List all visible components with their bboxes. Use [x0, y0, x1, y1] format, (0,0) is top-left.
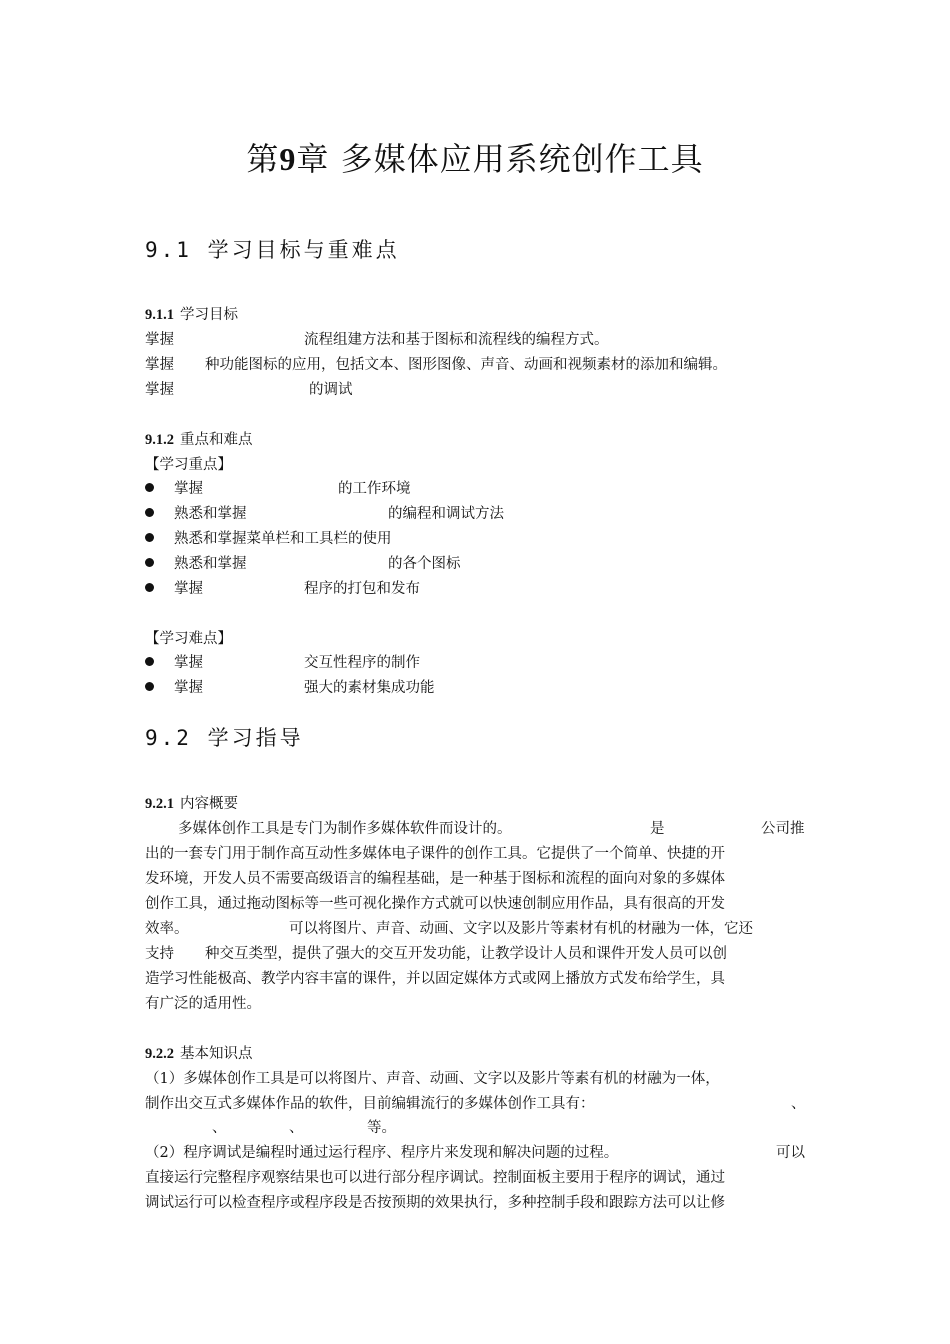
subsection-number: 9.1.1 — [145, 307, 174, 323]
key-item-3 — [145, 527, 392, 548]
key-item-5-text: 程序的打包和发布 — [304, 581, 420, 597]
p922-line-2a: 制作出交互式多媒体作品的软件，目前编辑流行的多媒体创作工具有： — [145, 1096, 595, 1112]
key-item-4-text: 的各个图标 — [388, 556, 461, 572]
key-item-4-prefix: 熟悉和掌握 — [174, 556, 247, 572]
goal-2-prefix: 掌握 — [145, 357, 174, 373]
subsection-label: 内容概要 — [180, 796, 238, 812]
diff-item-2-text: 强大的素材集成功能 — [304, 680, 435, 696]
subsection-number: 9.2.2 — [145, 1046, 174, 1062]
p921-line-8: 有广泛的适用性。 — [145, 996, 261, 1012]
key-item-2-text: 的编程和调试方法 — [388, 506, 504, 522]
p922-line-2b: 、 — [791, 1096, 806, 1112]
p922-line-4a: （2）程序调试是编程时通过运行程序、程序片来发现和解决问题的过程。 — [145, 1145, 619, 1161]
p922-line-1: （1）多媒体创作工具是可以将图片、声音、动画、文字以及影片等素有机的材融为一体， — [145, 1071, 720, 1087]
bullet-icon — [145, 533, 154, 542]
p921-line-1c: 公司推 — [761, 821, 805, 837]
goal-3-prefix: 掌握 — [145, 382, 174, 398]
diff-item-1-text: 交互性程序的制作 — [304, 655, 420, 671]
p921-line-6b: 种交互类型，提供了强大的交互开发功能，让教学设计人员和课件开发人员可以创 — [205, 946, 727, 962]
key-item-1-text: 的工作环境 — [338, 481, 411, 497]
p921-line-4: 创作工具，通过拖动图标等一些可视化操作方式就可以快速创制应用作品，具有很高的开发 — [145, 896, 725, 912]
chapter-number: 9 — [279, 141, 297, 177]
chapter-title-prefix: 第 — [246, 140, 280, 178]
p921-line-6a: 支持 — [145, 946, 174, 962]
subsection-number: 9.1.2 — [145, 432, 174, 448]
chapter-title-text: 章 多媒体应用系统创作工具 — [296, 140, 704, 178]
p921-line-2: 出的一套专门用于制作高互动性多媒体电子课件的创作工具。它提供了一个简单、快捷的开 — [145, 846, 725, 862]
subsection-label: 学习目标 — [180, 307, 238, 323]
key-points-label: 【学习重点】 — [145, 457, 232, 473]
subsection-9-2-1-heading — [145, 792, 238, 813]
diff-item-2-prefix: 掌握 — [174, 680, 203, 696]
goal-1-text: 流程组建方法和基于图标和流程线的编程方式。 — [304, 332, 609, 348]
goal-3-text: 的调试 — [309, 382, 353, 398]
key-item-5-prefix: 掌握 — [174, 581, 203, 597]
p921-line-3: 发环境，开发人员不需要高级语言的编程基础，是一种基于图标和流程的面向对象的多媒体 — [145, 871, 725, 887]
p922-line-5: 直接运行完整程序观察结果也可以进行部分程序调试。控制面板主要用于程序的调试，通过 — [145, 1170, 725, 1186]
difficult-points-label: 【学习难点】 — [145, 631, 232, 647]
p921-line-5a: 效率。 — [145, 921, 189, 937]
p922-line-3c: 等。 — [367, 1120, 396, 1136]
bullet-icon — [145, 558, 154, 567]
bullet-icon — [145, 682, 154, 691]
subsection-9-2-2-heading — [145, 1042, 253, 1063]
section-9-1-heading: 9.1 学习目标与重难点 — [145, 238, 400, 262]
section-9-2-heading: 9.2 学习指导 — [145, 726, 304, 750]
key-item-1-prefix: 掌握 — [174, 481, 203, 497]
key-item-2-prefix: 熟悉和掌握 — [174, 506, 247, 522]
subsection-9-1-2-heading — [145, 428, 253, 449]
subsection-9-1-1-heading — [145, 303, 238, 324]
diff-item-1 — [145, 651, 203, 672]
p921-line-7: 造学习性能极高、教学内容丰富的课件，并以固定媒体方式或网上播放方式发布给学生，具 — [145, 971, 725, 987]
p921-line-1a: 多媒体创作工具是专门为制作多媒体软件而设计的。 — [178, 821, 512, 837]
p921-line-5b: 可以将图片、声音、动画、文字以及影片等素材有机的材融为一体，它还 — [289, 921, 753, 937]
diff-item-2 — [145, 676, 203, 697]
subsection-label: 重点和难点 — [180, 432, 253, 448]
subsection-label: 基本知识点 — [180, 1046, 253, 1062]
key-item-4 — [145, 552, 247, 573]
key-item-5 — [145, 577, 203, 598]
p922-line-4b: 可以 — [776, 1145, 805, 1161]
bullet-icon — [145, 657, 154, 666]
bullet-icon — [145, 483, 154, 492]
goal-2-text: 种功能图标的应用，包括文本、图形图像、声音、动画和视频素材的添加和编辑。 — [205, 357, 727, 373]
bullet-icon — [145, 583, 154, 592]
key-item-3-prefix: 熟悉和掌握菜单栏和工具栏的使用 — [174, 531, 392, 547]
key-item-2 — [145, 502, 247, 523]
goal-1-prefix: 掌握 — [145, 332, 174, 348]
key-item-1 — [145, 477, 203, 498]
p922-line-3b: 、 — [289, 1120, 304, 1136]
p922-line-3a: 、 — [212, 1120, 227, 1136]
p922-line-6: 调试运行可以检查程序或程序段是否按预期的效果执行，多种控制手段和跟踪方法可以让修 — [145, 1195, 725, 1211]
bullet-icon — [145, 508, 154, 517]
chapter-title — [0, 134, 950, 180]
p921-line-1b: 是 — [650, 821, 665, 837]
diff-item-1-prefix: 掌握 — [174, 655, 203, 671]
subsection-number: 9.2.1 — [145, 796, 174, 812]
